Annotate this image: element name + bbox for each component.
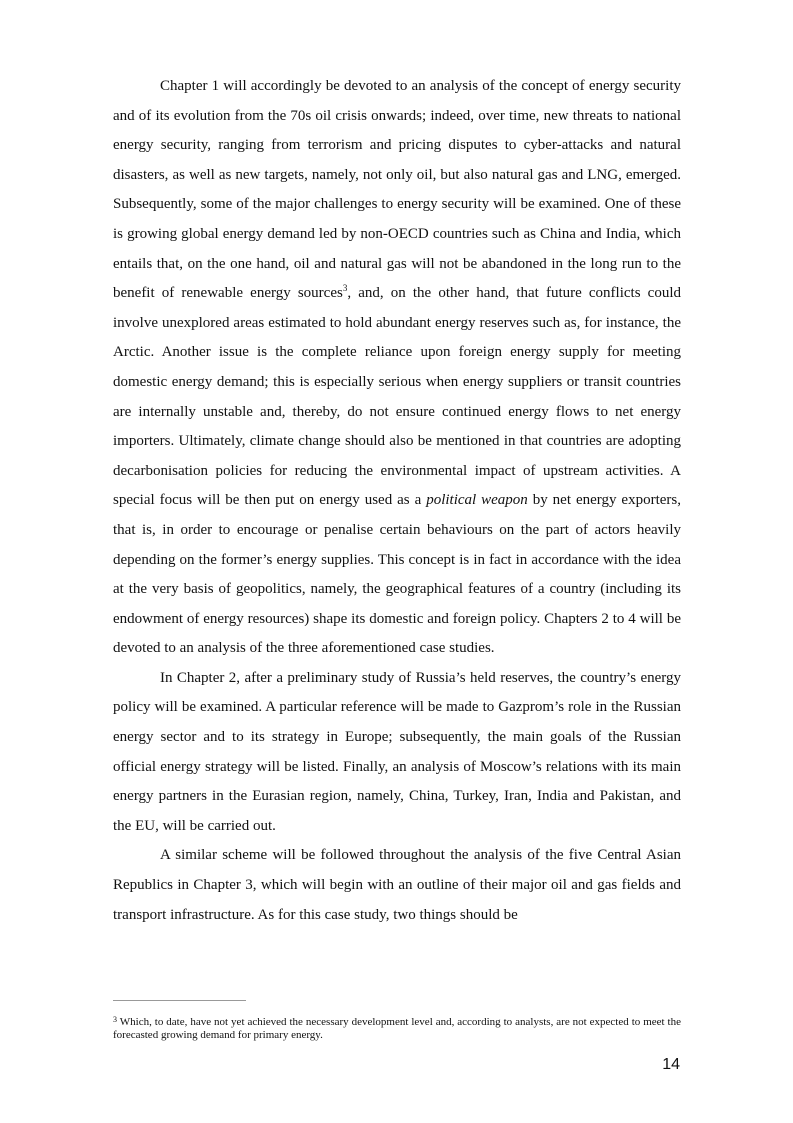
footnote-marker: 3 [113,1015,117,1024]
paragraph-text: , and, on the other hand, that future conflicts could involve unexplored areas estimated to hold abundant energy reserves such as, for instance, the Arctic. Another issue is the complete reliance upon foreign energy supply for meeting domestic energy demand; this is especially serious when energy suppliers or transit countries are internally unstable and, thereby, do not ensure continued energy flows to net energy importers. Ultimately, climate change should also be mentioned in that countries are adopting decarbonisation policies for reducing the environmental impact of upstream activities. A special focus will be then put on energy used as a [113,285,682,509]
footnote-divider [113,1000,246,1001]
footnote-reference[interactable]: 3 [342,283,348,294]
paragraph-chapter-3: A similar scheme will be followed throughout the analysis of the five Central Asian Republics in Chapter 3, which will begin with an outline of their major oil and gas fields and transport infrastructure. As for this case study, two things should be [113,847,681,923]
paragraph-text: by net energy exporters, that is, in order to encourage or penalise certain behaviours on the part of actors heavily depending on the former’s energy supplies. This concept is in fact in accordance with the idea at the very basis of geopolitics, namely, the geographical features of a country (including its endowment of energy resources) shape its domestic and foreign policy. Chapters 2 to 4 will be devoted to an analysis of the three aforementioned case studies. [113,492,681,657]
paragraph-text: Chapter 1 will accordingly be devoted to an analysis of the concept of energy security and of its evolution from the 70s oil crisis onwards; indeed, over time, new threats to national energy security, ranging from terrorism and pricing disputes to cyber-attacks and natural disasters, as well as new targets, namely, not only oil, but also natural gas and LNG, emerged. Subsequently, some of the major challenges to energy security will be examined. One of these is growing global energy demand led by non-OECD countries such as China and India, which entails that, on the one hand, oil and natural gas will not be abandoned in the long run to the benefit of renewable energy sources [113,78,681,302]
paragraph-chapter-1 [113,72,681,664]
footnote [113,1016,681,1042]
paragraph-chapter-2: In Chapter 2, after a preliminary study of Russia’s held reserves, the country’s energy policy will be examined. A particular reference will be made to Gazprom’s role in the Russian energy sector and to its strategy in Europe; subsequently, the main goals of the Russian official energy strategy will be listed. Finally, an analysis of Moscow’s relations with its main energy partners in the Eurasian region, namely, China, Turkey, Iran, India and Pakistan, and the EU, will be carried out. [113,669,681,834]
body-text [113,72,681,930]
page-number: 14 [662,1056,680,1073]
emphasis-text: political weapon [426,492,528,509]
footnote-text: Which, to date, have not yet achieved the necessary development level and, according to analysts, are not expected to meet the forecasted growing demand for primary energy. [113,1016,681,1041]
